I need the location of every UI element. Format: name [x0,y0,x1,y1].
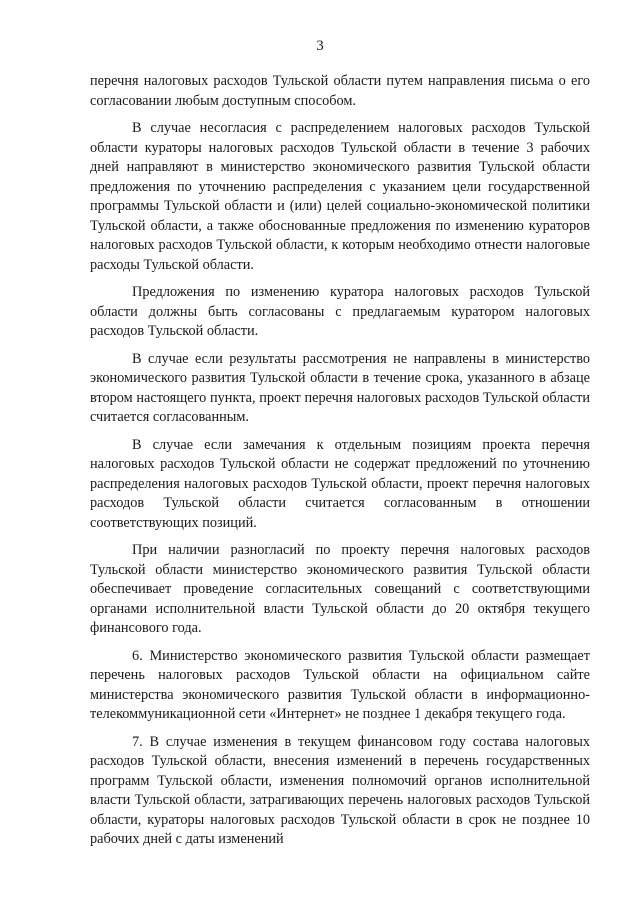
paragraph-item-6: 6. Министерство экономического развития Тульской области размещает перечень налоговых расходов Тульской области на официальном сайте министерства экономического развития Тульской области в информационно-телекоммуникационной сети «Интернет» не позднее 1 декабря текущего года. [90,647,590,722]
paragraph-curator-change: Предложения по изменению куратора налоговых расходов Тульской области должны быть согласованы с предлагаемым куратором налоговых расходов Тульской области. [90,284,590,339]
paragraph-disagreements: При наличии разногласий по проекту перечня налоговых расходов Тульской области министерство экономического развития Тульской области обеспечивает проведение согласительных совещаний с соответствующими органами исполнительной власти Тульской области до 20 октября текущего финансового года. [90,542,590,636]
paragraph-disagreement: В случае несогласия с распределением налоговых расходов Тульской области кураторы налоговых расходов Тульской области в течение 3 рабочих дней направляют в министерство экономического развития Тульской области предложения по уточнению распределения с указанием цели государственной программы Тульской области и (или) целей социально-экономической политики Тульской области, а также обоснованные предложения по изменению кураторов налоговых расходов Тульской области, к которым необходимо отнести налоговые расходы Тульской области. [90,120,590,273]
paragraph-continuation: перечня налоговых расходов Тульской области путем направления письма о его согласовании любым доступным способом. [90,73,590,109]
paragraph-item-7: 7. В случае изменения в текущем финансовом году состава налоговых расходов Тульской области, внесения изменений в перечень государственных программ Тульской области, изменения полномочий органов исполнительной власти Тульской области, затрагивающих перечень налоговых расходов Тульской области, кураторы налоговых расходов Тульской области в срок не позднее 10 рабочих дней с даты изменений [90,733,590,847]
page-number: 3 [316,38,324,54]
paragraph-no-response: В случае если результаты рассмотрения не направлены в министерство экономического развития Тульской области в течение срока, указанного в абзаце втором настоящего пункта, проект перечня налоговых расходов Тульской области считается согласованным. [90,350,590,425]
paragraph-remarks: В случае если замечания к отдельным позициям проекта перечня налоговых расходов Тульской области не содержат предложений по уточнению распределения налоговых расходов Тульской области, проект перечня налоговых расходов Тульской области считается согласованным в отношении соответствующих позиций. [90,436,590,531]
document-body [90,72,590,858]
